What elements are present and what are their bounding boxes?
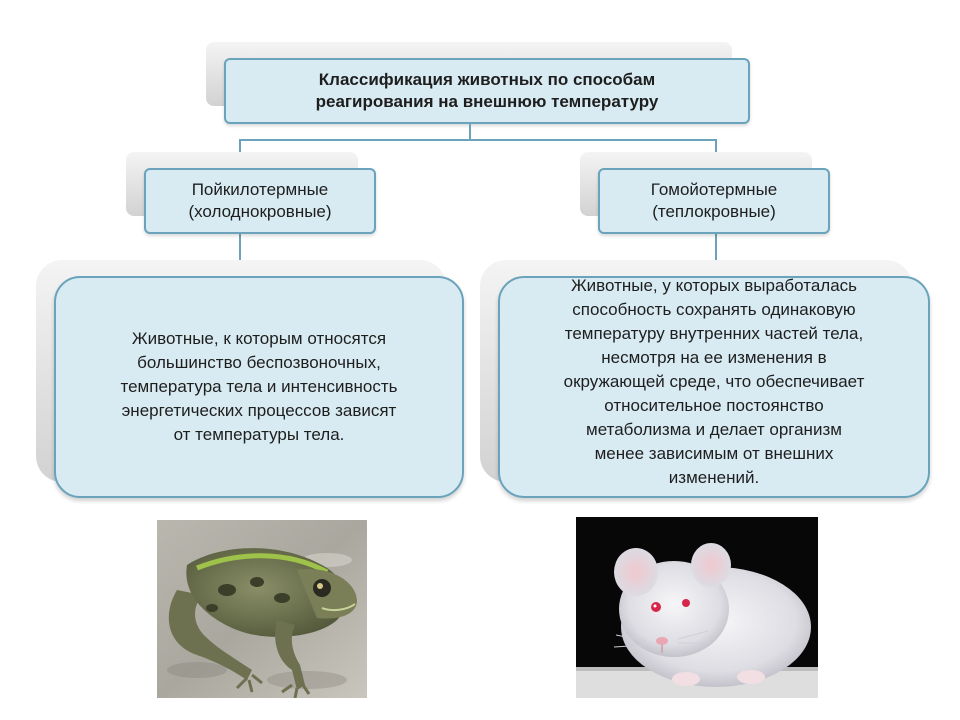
connector-right-to-desc xyxy=(715,232,717,260)
white-mouse-photo xyxy=(576,517,818,698)
description-box-homeothermic xyxy=(498,276,930,498)
mouse-illustration xyxy=(576,517,818,698)
description-line: относительное постоянство xyxy=(604,396,824,415)
category-name-line-1: Гомойотермные xyxy=(650,180,778,199)
description-line: температуру внутренних частей тела, xyxy=(564,324,864,343)
frog-photo xyxy=(157,520,367,698)
connector-title-down xyxy=(469,124,471,140)
description-line: способность сохранять одинаковую xyxy=(572,300,856,319)
description-line: окружающей среде, что обеспечивает xyxy=(563,372,865,391)
description-line: Животные, у которых выработалась xyxy=(570,276,858,295)
description-homeothermic xyxy=(564,274,865,490)
description-poikilothermic xyxy=(121,327,398,447)
description-line: от температуры тела. xyxy=(173,425,345,444)
connector-left-to-desc xyxy=(239,232,241,260)
category-box-homeothermic xyxy=(598,168,830,234)
title-line-2: реагирования на внешнюю температуру xyxy=(315,92,659,111)
description-line: метаболизма и делает организм xyxy=(586,420,842,439)
title-box xyxy=(224,58,750,124)
description-line: большинство беспозвоночных, xyxy=(137,353,381,372)
category-label-poikilothermic xyxy=(188,179,331,223)
description-line: несмотря на ее изменения в xyxy=(601,348,827,367)
diagram-title xyxy=(304,69,671,113)
category-name-line-2: (теплокровные) xyxy=(652,202,776,221)
description-line: изменений. xyxy=(668,468,760,487)
frog-illustration xyxy=(157,520,367,698)
description-line: Животные, к которым относятся xyxy=(131,329,387,348)
description-line: энергетических процессов зависят xyxy=(121,401,397,420)
category-name-line-2: (холоднокровные) xyxy=(188,202,332,221)
category-label-homeothermic xyxy=(651,179,778,223)
category-box-poikilothermic xyxy=(144,168,376,234)
description-line: менее зависимым от внешних xyxy=(594,444,834,463)
description-line: температура тела и интенсивность xyxy=(120,377,398,396)
title-line-1: Классификация животных по способам xyxy=(318,70,656,89)
description-box-poikilothermic xyxy=(54,276,464,498)
category-name-line-1: Пойкилотермные xyxy=(191,180,329,199)
connector-horizontal xyxy=(239,139,717,141)
